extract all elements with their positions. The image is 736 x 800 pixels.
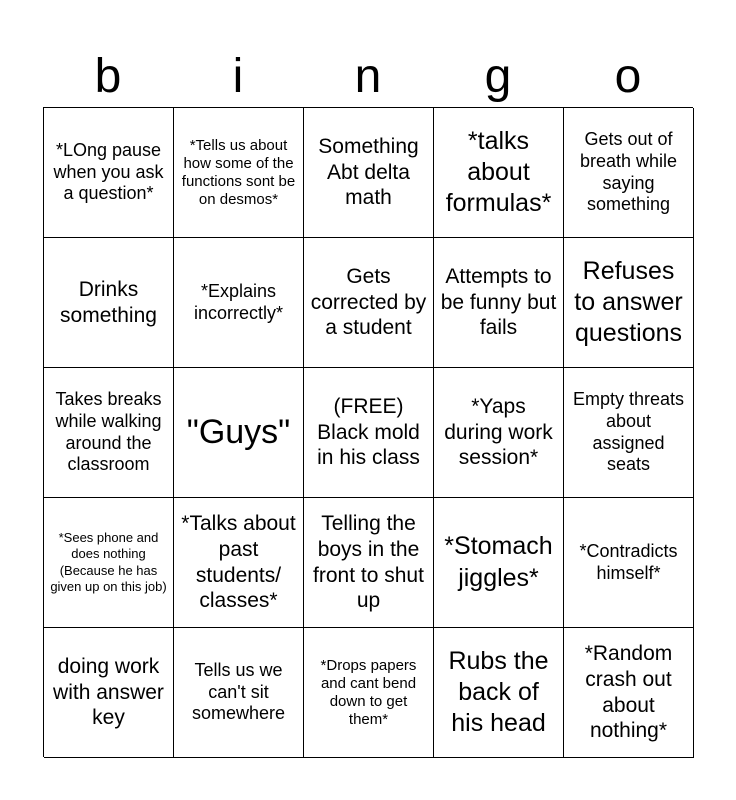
bingo-cell[interactable] xyxy=(434,628,564,758)
cell-text: *talks about formulas* xyxy=(445,126,552,218)
title-letter-o: o xyxy=(614,50,642,103)
bingo-cell[interactable] xyxy=(564,628,694,758)
bingo-cell[interactable] xyxy=(304,108,434,238)
bingo-cell[interactable] xyxy=(44,628,174,758)
cell-text: *Contradicts himself* xyxy=(579,540,678,583)
cell-text: Tells us we can't sit somewhere xyxy=(191,660,286,724)
cell-text: *Sees phone and does nothing (Because he has given up on this job) xyxy=(50,530,167,594)
cell-text: Empty threats about assigned seats xyxy=(572,389,685,475)
cell-text: Something Abt delta math xyxy=(318,135,419,210)
cell-text: *Explains incorrectly* xyxy=(193,280,284,323)
cell-text: "Guys" xyxy=(186,412,291,451)
bingo-cell[interactable] xyxy=(304,368,434,498)
cell-text: *Random crash out about nothing* xyxy=(584,642,673,743)
bingo-cell[interactable] xyxy=(564,238,694,368)
bingo-cell[interactable] xyxy=(44,238,174,368)
bingo-cell[interactable] xyxy=(174,238,304,368)
bingo-cell[interactable] xyxy=(564,368,694,498)
bingo-cell[interactable] xyxy=(434,108,564,238)
bingo-cell[interactable] xyxy=(304,628,434,758)
cell-text: *Stomach jiggles* xyxy=(444,532,553,592)
cell-text: Attempts to be funny but fails xyxy=(440,265,557,340)
cell-text: Refuses to answer questions xyxy=(574,256,683,348)
bingo-cell[interactable] xyxy=(174,368,304,498)
cell-text: *Yaps during work session* xyxy=(444,395,553,470)
cell-text: doing work with answer key xyxy=(53,655,164,730)
title-letter-i: i xyxy=(232,50,244,103)
bingo-cell[interactable] xyxy=(174,628,304,758)
bingo-cell[interactable] xyxy=(564,108,694,238)
cell-text: *Talks about past students/ classes* xyxy=(181,512,296,613)
title-letter-n: n xyxy=(354,50,382,103)
bingo-cell[interactable] xyxy=(434,498,564,628)
cell-text: *LOng pause when you ask a question* xyxy=(53,140,164,204)
cell-text: Gets out of breath while saying something xyxy=(579,129,678,215)
bingo-cell[interactable] xyxy=(434,238,564,368)
cell-text: (FREE) Black mold in his class xyxy=(317,395,420,470)
bingo-cell[interactable] xyxy=(44,108,174,238)
bingo-cell[interactable] xyxy=(434,368,564,498)
bingo-cell[interactable] xyxy=(304,498,434,628)
title-letter-g: g xyxy=(484,50,512,103)
bingo-cell[interactable] xyxy=(174,498,304,628)
cell-text: Rubs the back of his head xyxy=(448,646,549,738)
cell-text: Gets corrected by a student xyxy=(310,265,427,340)
bingo-board xyxy=(43,107,693,757)
bingo-cell[interactable] xyxy=(174,108,304,238)
bingo-cell[interactable] xyxy=(304,238,434,368)
title-letter-b: b xyxy=(94,50,122,103)
bingo-cell[interactable] xyxy=(564,498,694,628)
cell-text: Drinks something xyxy=(60,277,157,327)
bingo-cell[interactable] xyxy=(44,368,174,498)
cell-text: Telling the boys in the front to shut up xyxy=(313,512,424,613)
bingo-cell[interactable] xyxy=(44,498,174,628)
cell-text: *Tells us about how some of the functions sont be on desmos* xyxy=(181,136,296,208)
cell-text: Takes breaks while walking around the classroom xyxy=(55,389,162,475)
cell-text: *Drops papers and cant bend down to get them* xyxy=(320,656,417,728)
bingo-title xyxy=(43,48,693,106)
